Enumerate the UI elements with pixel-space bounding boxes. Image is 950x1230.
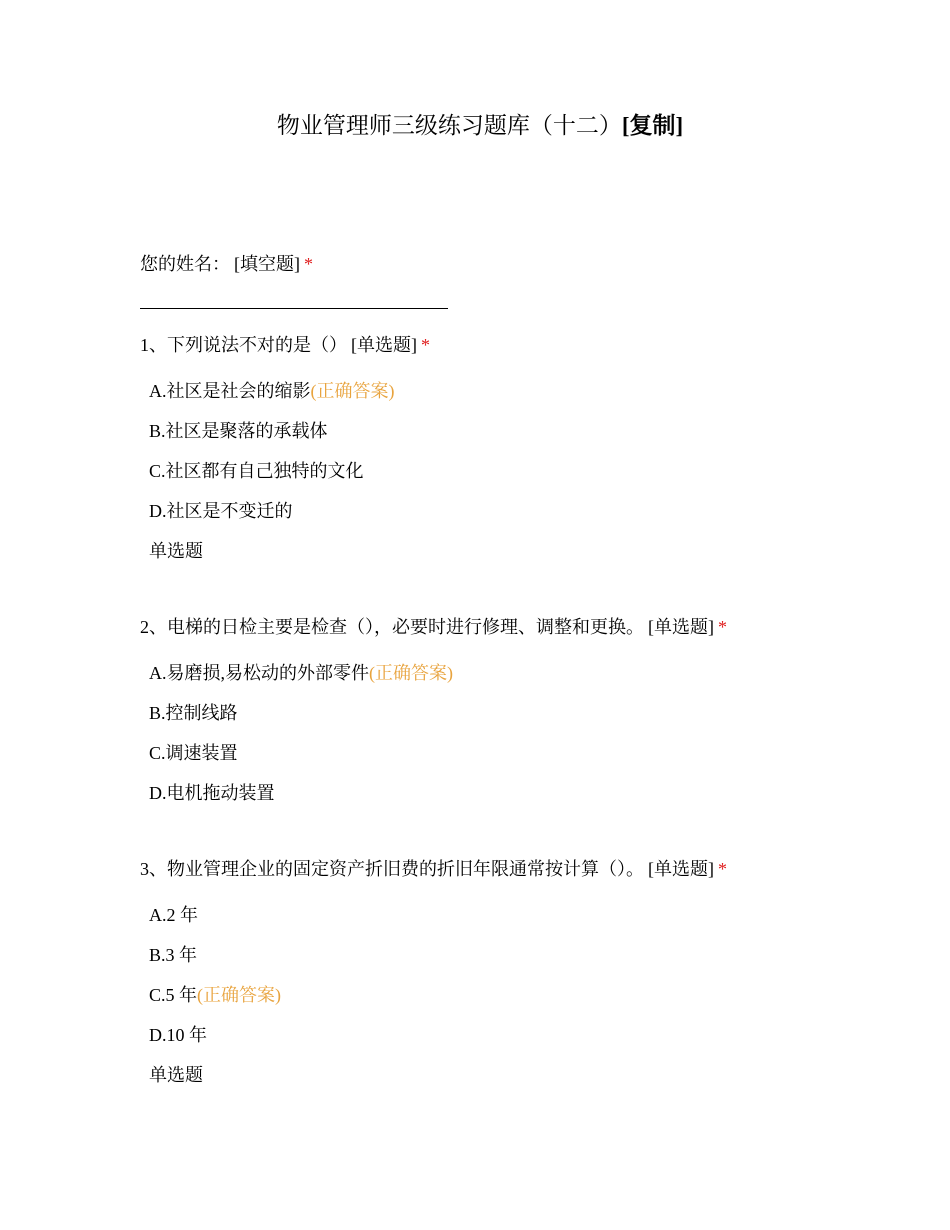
question-1 [140, 333, 430, 357]
title-copy-tag: [复制] [621, 113, 684, 138]
option-d[interactable] [149, 499, 293, 523]
question-type: [填空题] [234, 254, 300, 274]
option-label: B.3 年 [149, 945, 198, 965]
option-a[interactable] [149, 903, 198, 927]
correct-answer-tag: (正确答案) [310, 381, 395, 401]
option-d[interactable] [149, 1023, 207, 1047]
required-mark: * [421, 335, 430, 355]
option-label: B.控制线路 [149, 703, 238, 723]
question-text: 1、下列说法不对的是（） [140, 335, 347, 355]
required-mark: * [304, 254, 313, 274]
question-3 [140, 857, 727, 881]
option-label: B.社区是聚落的承载体 [149, 421, 328, 441]
required-mark: * [718, 859, 727, 879]
option-label: C.社区都有自己独特的文化 [149, 461, 364, 481]
option-label: A.2 年 [149, 905, 198, 925]
question-text: 2、电梯的日检主要是检查（），必要时进行修理、调整和更换。 [140, 617, 644, 637]
option-label: A.社区是社会的缩影 [149, 381, 311, 401]
question-text: 3、物业管理企业的固定资产折旧费的折旧年限通常按计算（）。 [140, 859, 644, 879]
question-note: 单选题 [149, 1065, 203, 1085]
option-c[interactable] [149, 741, 238, 765]
option-b[interactable] [149, 701, 238, 725]
correct-answer-tag: (正确答案) [197, 985, 282, 1005]
correct-answer-tag: (正确答案) [369, 663, 453, 683]
name-input-line[interactable] [140, 308, 448, 309]
option-label: D.社区是不变迁的 [149, 501, 293, 521]
option-label: C.5 年 [149, 985, 198, 1005]
option-a[interactable] [149, 379, 395, 403]
option-d[interactable] [149, 781, 275, 805]
option-b[interactable] [149, 419, 328, 443]
option-b[interactable] [149, 943, 197, 967]
page-title [0, 110, 950, 142]
name-question [140, 252, 313, 276]
option-label: D.10 年 [149, 1025, 207, 1045]
question-note: 单选题 [149, 541, 203, 561]
required-mark: * [718, 617, 727, 637]
question-type: [单选题] [648, 617, 714, 637]
name-label: 您的姓名： [140, 254, 230, 274]
question-2 [140, 615, 727, 639]
option-a[interactable] [149, 661, 453, 685]
option-label: A.易磨损,易松动的外部零件 [149, 663, 369, 683]
option-c[interactable] [149, 983, 281, 1007]
title-text: 物业管理师三级练习题库（十二） [276, 113, 622, 138]
option-c[interactable] [149, 459, 364, 483]
option-label: C.调速装置 [149, 743, 238, 763]
question-type: [单选题] [351, 335, 417, 355]
option-label: D.电机拖动装置 [149, 783, 275, 803]
question-type: [单选题] [648, 859, 714, 879]
